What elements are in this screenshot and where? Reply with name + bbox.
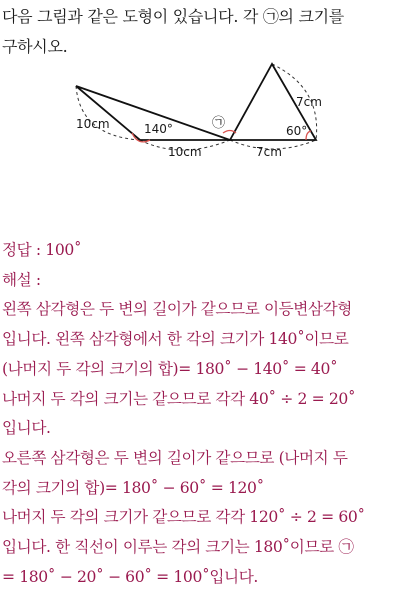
explanation-line: 입니다. 왼쪽 삼각형에서 한 각의 크기가 140˚이므로: [2, 330, 349, 349]
label-angle-140: 140°: [144, 122, 173, 136]
question-text: [2, 2, 398, 62]
label-right-base: 7cm: [256, 145, 282, 159]
triangle-figure: [60, 58, 330, 170]
explanation-line: 나머지 두 각의 크기가 같으므로 각각 120˚ ÷ 2 = 60˚: [2, 508, 365, 527]
explanation-line: 입니다. 한 직선이 이루는 각의 크기는 180˚이므로 ㉠: [2, 538, 354, 557]
label-left-side: 10cm: [76, 117, 110, 131]
explanation-line: 왼쪽 삼각형은 두 변의 길이가 같으므로 이등변삼각형: [2, 300, 352, 319]
label-right-side: 7cm: [296, 95, 322, 109]
explanation-line: 각의 크기의 합)= 180˚ − 60˚ = 120˚: [2, 478, 264, 497]
explanation-title: 해설 :: [2, 270, 41, 289]
label-angle-60: 60°: [286, 124, 308, 138]
question-line-2: 구하시오.: [2, 37, 68, 56]
label-left-base: 10cm: [168, 145, 202, 159]
answer-line: 정답 : 100˚: [2, 241, 82, 259]
explanation-line: 오른쪽 삼각형은 두 변의 길이가 같으므로 (나머지 두: [2, 448, 348, 467]
question-line-1: 다음 그림과 같은 도형이 있습니다. 각 ㉠의 크기를: [2, 7, 344, 26]
explanation-line: 입니다.: [2, 419, 51, 438]
label-target-angle: ㉠: [212, 116, 226, 131]
explanation-line: 나머지 두 각의 크기는 같으므로 각각 40˚ ÷ 2 = 20˚: [2, 389, 356, 408]
explanation-line: = 180˚ − 20˚ − 60˚ = 100˚입니다.: [2, 567, 258, 586]
explanation-line: (나머지 두 각의 크기의 합)= 180˚ − 140˚ = 40˚: [2, 359, 338, 378]
solution-block: [2, 236, 398, 592]
